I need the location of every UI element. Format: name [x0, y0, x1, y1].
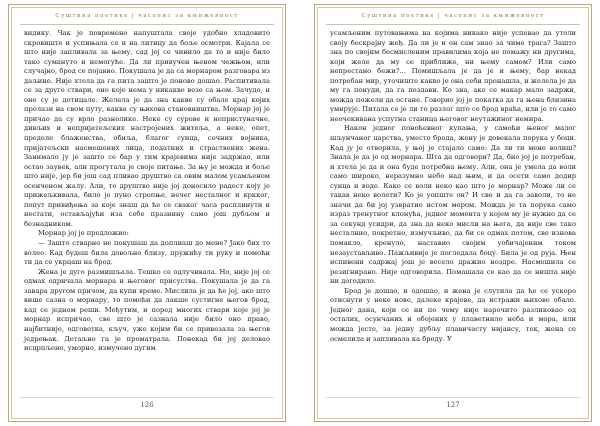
- header-title: Суштина поетике: [55, 13, 129, 19]
- running-header: [6, 13, 288, 19]
- paragraph: видику. Чак је повремено напуштала своје удобно хладовито скровиште и успињала се и на литицу да боље осмотри. Кајала се што није запливала за њему, сад јој се чинило да то и није било тако сумануто и немогуће. Да ли привучен њеном чежњом, или случајно, брод се појавио. Покушала је да са морнаром разговара из даљине. Није хтела да га пита зашто је поново дошао. Распитивала се за друге ствари, оне које нема у никакве везе са њом. Зачудо, и оне су је дотицале. Желела је да зна какве су обале крај којих пролази на свом путу, каква су њихова становништва. Морнар јој је причао да су врло разноликe. Неке су сурове и непристуначне, дивљих и непријатељских настројених житеља, а неке, опет, пределе блаженства, обиља, благог сунца, сочних војника, пријатељски насмешених лица, податних и страствених жена. Занимало ју је зашто се бар у тим крајевима није задржао, или остао заувек, али прогутала је своје питање. За њу је можда и боље што није, јер би још сад пливао друштво са овим малом усамљеном осенченом жалу. Али, то друштво није јој доносило радост коју је прижељкивала, било је пуно стрепње, нечег несталног и кркког, попут привиђења за које знаш да ће се сваког часа расплинути и нестати, остављајући иза себе празнину само још дубљом и безнадником.: [24, 29, 270, 228]
- running-header: [312, 13, 594, 19]
- left-page: [6, 2, 288, 424]
- header-subtitle: часопис за књижевност: [444, 13, 545, 19]
- header-subtitle: часопис за књижевност: [138, 13, 239, 19]
- paragraph: — Зашто стварно не покушаш да доплиаш до мене? Јако бих то волео. Кад будеш била довољно близу, пружићу ти руку и помоћи ти да се укрцаш на брод.: [24, 239, 270, 267]
- footer-rule: [20, 397, 274, 398]
- body-text: [24, 29, 270, 354]
- header-separator: |: [437, 13, 442, 19]
- paragraph: Жена је дуго размишљала. Тешко се одлучивала. Но, није јој се одмах одричала морнара и његовог присуства. Покушала је да га завара другом причом, да купи време. Мислила је да ће јој, ако што више сазна о морнару, то помоћи да лакше сустигне његов брод, кад се једном реши. Међутим, и поред многих ствари које јој је морнар испричао, све што је сазнала није било оно право, најбитније, одговетка, кључ, уже којим би се привезала за његов једрењак. Детаљно га је проматрала. Понекад би јој деловао исцрпљено, уморно, измучено дугим: [24, 267, 270, 353]
- footer-rule: [326, 397, 580, 398]
- paragraph: усамљеним путовањима на којима никако није успевао да утоли своју бескрајну жеђ. Да ли је и он сам знао за чиме трага? Зашто зна по својим бесмисленим правилима која не помажу ни другима, који желе да му се приближе, ни њему самом? Или само непрестано бежи?... Помишљала је да је и њему, бар некад потребан мир, уточиште какво је она себи пронашла, и желела је да му га понуди, да га поздави. Ко зна, ако се макар мало задржи, можда пожели да остане. Говорио јој је покатка да га њена близина умирује. Питала се је ли то разлог што се брод враћа, или је то само неочекивана успутна станица његовог неутажиног немира.: [330, 29, 576, 123]
- body-text: [330, 29, 576, 344]
- right-page: [312, 2, 594, 424]
- paragraph: Брод је дошао, и одошао, и жена је слутила да ће се ускоро отиснути у неке нове, далеке крајеве, да истражи њихове обале. Једног дана, који се ни по чему није нарочито разликовао од осталих, осунчаних и обојених у плаветнило неба и мора, или можда јесте, за једну дубљу плавичасту нијансу, тек, жена се осмелила и запливала ка броду. У: [330, 286, 576, 343]
- header-rule: [326, 24, 580, 25]
- header-title: Суштина поетике: [361, 13, 435, 19]
- header-rule: [20, 24, 274, 25]
- paragraph: Морнар јој је предложио:: [38, 229, 129, 238]
- header-separator: |: [131, 13, 136, 19]
- paragraph: Након једног поноћевног купања, у самоћи њеног малог шљунчаног царства, уместо брода, жену је довекала порука у боци. Кад ју је отворила, у њој је стајало само: Да ли ти мене волиш? Знала је да је од морнара. Шта да одговори? Да, био јој је потребан, и хтела је да и она буде потребна њему. Али, она је умела да воли само широко, неразумно небо над њим, и да осети само додир сунца и воде. Како се воли неко као што је морнар? Може ли се такав неко волети? Ко је уопште он? И све и да га заволи, то не значи да би јој узвратио истом мером. Можда је та порука само израз тренутног клонућа, једног момента у којем му је нужно да се за секунд усидри, да зна да неко мисли на њега, да није све тако несталнио, покретно, измучљиво, да би се одмах потом, све изнова помакло, кренуло, наставио својим уобичајеним током незаустављиво. Пажљивије је погледала боцу. Била је од руја. Њен испивени садржај још је весело дражио ноздре. Насмешила се резигнирано. Није одговорила. Помашала се као да се ништа није ни догодило.: [330, 124, 576, 286]
- page-number: 127: [446, 401, 460, 409]
- page-number: 126: [140, 401, 154, 409]
